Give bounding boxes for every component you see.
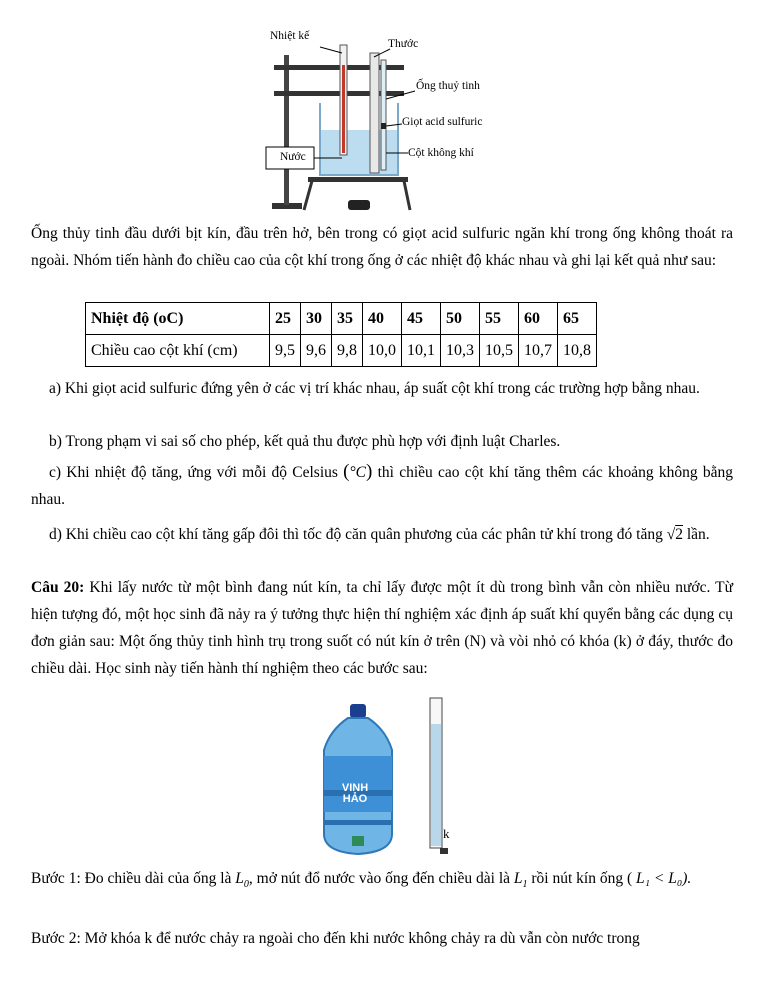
sqrt-value: 2 [675, 526, 683, 543]
statement-a-text: a) Khi giọt acid sulfuric đứng yên ở các vị trí khác nhau, áp suất cột khí trong các trường hợp bằng nhau. [49, 380, 700, 397]
inequality: L₁ < L₀). [636, 870, 692, 887]
table-cell: 35 [332, 303, 363, 335]
question-20-label: Câu 20: [31, 579, 85, 596]
bottle-brand-label: VINH HẢO [341, 782, 369, 805]
L1-symbol: $L_1$ [513, 870, 528, 891]
acid-drop-label: Giọt acid sulfuric [402, 116, 483, 128]
table-row [86, 335, 597, 367]
glass-tube-label: Ống thuỷ tinh [416, 80, 480, 92]
water-label: Nước [280, 151, 306, 163]
table-cell: 9,5 [270, 335, 301, 367]
table-cell: 9,8 [332, 335, 363, 367]
sqrt-symbol: √2 [666, 526, 683, 543]
table-cell: 65 [558, 303, 597, 335]
ruler-label: Thước [388, 38, 419, 50]
table-row [86, 303, 597, 335]
table-cell: 55 [480, 303, 519, 335]
question-20 [31, 574, 733, 682]
statement-d [31, 521, 733, 548]
table-cell: 10,0 [363, 335, 402, 367]
table-cell: 10,3 [441, 335, 480, 367]
step-1-text-b: , mở nút đổ nước vào ống đến chiều dài là [248, 870, 510, 887]
table-cell: 25 [270, 303, 301, 335]
question-20-text: Khi lấy nước từ một bình đang nút kín, ta chỉ lấy được một ít dù trong bình vẫn còn nhiều nước. Từ hiện tượng đó, một học sinh đã nảy ra ý tưởng thực hiện thí nghiệm xác định áp suất khí quyển bằng các dụng cụ đơn giản sau: Một ống thủy tinh hình trụ trong suốt có nút kín ở trên (N) và vòi nhỏ có khóa (k) ở đáy, thước đo chiều dài. Học sinh này tiến hành thí nghiệm theo các bước sau: [31, 579, 733, 677]
step-2: Bước 2: Mở khóa k để nước chảy ra ngoài cho đến khi nước không chảy ra dù vẫn còn nước trong [31, 930, 640, 947]
table-cell: 9,6 [301, 335, 332, 367]
table-cell: 40 [363, 303, 402, 335]
statement-b-text: b) Trong phạm vi sai số cho phép, kết quả thu được phù hợp với định luật Charles. [49, 433, 561, 450]
statement-c: c) Khi nhiệt độ tăng, ứng với mỗi độ Celsius (°C) thì chiều cao cột khí tăng thêm các khoảng không bằng nhau. [31, 461, 734, 508]
table-cell: 10,1 [402, 335, 441, 367]
statement-b [31, 428, 733, 455]
valve-k-label: k [443, 826, 450, 841]
step-1 [31, 864, 733, 900]
temperature-table [85, 302, 597, 367]
table-cell: 10,8 [558, 335, 597, 367]
table-cell: 60 [519, 303, 558, 335]
bottle-tube-figure [310, 694, 460, 860]
table-header-label: Nhiệt độ (oC) [86, 303, 270, 335]
statement-c-post: thì chiều cao cột khí tăng thêm các khoảng không bằng nhau. [31, 464, 734, 508]
table-cell: 10,5 [480, 335, 519, 367]
statement-d-pre: d) Khi chiều cao cột khí tăng gấp đôi thì tốc độ căn quân phương của các phân tử khí trong đó tăng [49, 526, 663, 543]
celsius-unit: °C [349, 464, 367, 481]
table-cell: 50 [441, 303, 480, 335]
table-row-label: Chiều cao cột khí (cm) [86, 335, 270, 367]
table-cell: 30 [301, 303, 332, 335]
table-cell: 45 [402, 303, 441, 335]
thermometer-label: Nhiệt kế [270, 30, 310, 42]
table-cell: 10,7 [519, 335, 558, 367]
intro-paragraph: Ống thủy tinh đầu dưới bịt kín, đầu trên hở, bên trong có giọt acid sulfuric ngăn khí trong ống không thoát ra ngoài. Nhóm tiến hành đo chiều cao của cột khí trong ống ở các nhiệt độ khác nhau và ghi lại kết quả như sau: [31, 225, 733, 269]
step-1-text-a: Bước 1: Đo chiều dài của ống là [31, 870, 232, 887]
statement-c-pre: c) Khi nhiệt độ tăng, ứng với mỗi độ Celsius [49, 464, 338, 481]
air-column-label: Cột không khí [408, 147, 474, 159]
statement-d-post: lần. [686, 526, 710, 543]
step-1-text-c: rồi nút kín ống ( [531, 870, 633, 887]
statement-a [31, 375, 733, 402]
L0-symbol: $L_0$ [235, 870, 249, 891]
